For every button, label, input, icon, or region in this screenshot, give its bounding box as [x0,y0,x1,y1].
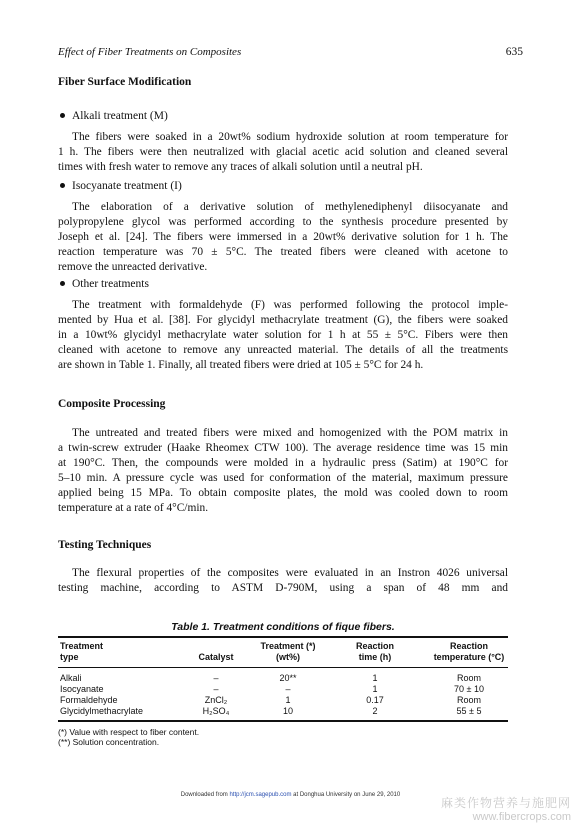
text-line: applied being 15 MPa. To obtain composite plates, the mold was cooled down to room [58,487,508,499]
text-line: cleaned with acetone to remove any unreacted material. The details of all the treatments [58,344,508,356]
cell-temperature: Room [456,695,481,705]
bullet-other [58,278,149,290]
text-line: a twin-screw extruder (Haake Rheomex CTW 100). The average residence time was 15 min [58,442,508,454]
header-catalyst: Catalyst [198,652,234,662]
text-line: at 190°C. Then, the compounds were molded in a hydraulic press (Satim) at 190°C for [58,457,508,469]
paragraph-composite-processing [58,426,508,516]
page-number: 635 [505,46,523,58]
header-line: Treatment (*) [260,641,316,651]
bullet-label: Alkali treatment (M) [72,110,168,122]
cell-time: 1 [372,673,378,683]
text-line: The fibers were soaked in a 20wt% sodium hydroxide solution at room temperature for [72,131,508,143]
text-line: temperature at a rate of 4°C/min. [58,502,209,514]
cell-wt: 10 [282,706,293,716]
cell-catalyst: – [213,673,219,683]
watermark-chinese-text: 麻类作物营养与施肥网 [440,796,571,810]
table-header-rule [58,667,508,668]
header-treatment-wt [255,641,321,663]
cell-catalyst: H₂SO₄ [202,706,230,716]
header-reaction-time [343,641,407,663]
bullet-alkali [58,110,168,122]
text-line: The flexural properties of the composites were evaluated in an Instron 4026 universal [72,567,508,579]
header-reaction-temperature [430,641,508,663]
cell-catalyst: – [213,684,219,694]
text-line: are shown in Table 1. Finally, all treated fibers were dried at 105 ± 5°C for 24 h. [58,359,424,371]
header-line: temperature (°C) [433,652,505,662]
table-footnote: (**) Solution concentration. [58,737,160,747]
text-line: The treatment with formaldehyde (F) was performed following the protocol imple- [72,299,508,311]
text-line: The elaboration of a derivative solution of methylenediphenyl diisocyanate and [72,201,508,213]
header-line: time (h) [358,652,392,662]
paragraph-isocyanate [58,200,508,275]
cell-wt: 1 [285,695,291,705]
download-source-link[interactable]: http://jcm.sagepub.com [229,792,292,798]
bullet-dot-icon [60,183,65,188]
cell-catalyst: ZnCl₂ [204,695,228,705]
bullet-dot-icon [60,113,65,118]
watermark [441,794,571,823]
text-line: Joseph et al. [24]. The fibers were immersed in a 20wt% derivative solution for 1 h. The [58,231,508,243]
bullet-label: Isocyanate treatment (I) [72,180,182,192]
text-line: 1 h. The fibers were then neutralized with glacial acetic acid solution and cleaned several [58,146,508,158]
text-line: mented by Hua et al. [38]. For glycidyl methacrylate treatment (G), the fibers were soaked [58,314,508,326]
section-heading-composite-processing: Composite Processing [58,398,166,410]
header-line: Treatment [60,641,104,651]
header-line: (wt%) [276,652,300,662]
text-line: The untreated and treated fibers were mixed and homogenized with the POM matrix in [72,427,508,439]
section-heading-testing: Testing Techniques [58,539,152,551]
paragraph-alkali [58,130,508,175]
bullet-label: Other treatments [72,278,149,290]
text-line: 5–10 min. A pressure cycle was used for conformation of the material, maximum pressure [58,472,508,484]
cell-time: 1 [372,684,378,694]
download-note-prefix: Downloaded from [180,792,230,798]
paragraph-testing [58,566,508,596]
cell-time: 2 [372,706,378,716]
header-line: type [60,652,79,662]
header-line: Reaction [449,641,488,651]
header-treatment-type [60,641,103,663]
text-line: testing machine, according to ASTM D-790M, using a span of 48 mm and [58,582,508,594]
section-heading-fiber-surface: Fiber Surface Modification [58,76,192,88]
cell-temperature: Room [456,673,481,683]
paragraph-other-treatments [58,298,508,373]
text-line: remove the unreacted derivative. [58,261,208,273]
table-footnote: (*) Value with respect to fiber content. [58,727,200,737]
table-top-rule [58,636,508,638]
cell-treatment: Isocyanate [60,684,104,694]
cell-temperature: 70 ± 10 [454,684,484,694]
table-bottom-rule [58,720,508,722]
running-title: Effect of Fiber Treatments on Composites [58,46,242,58]
cell-treatment: Alkali [60,673,82,683]
text-line: reaction temperature was 70 ± 5°C. The treated fibers were cleaned with acetone to [58,246,508,258]
bullet-isocyanate [58,180,182,192]
text-line: in a 10wt% glycidyl methacrylate water solution for 1 h at 55 ± 5°C. Fibers were then [58,329,508,341]
bullet-dot-icon [60,281,65,286]
text-line: times with fresh water to remove any traces of alkali solution until a neutral pH. [58,161,423,173]
table-caption: Table 1. Treatment conditions of fique fibers. [171,621,395,633]
download-note-suffix: at Donghua University on June 29, 2010 [291,792,401,798]
text-line: polypropylene glycol was performed according to the synthesis procedure presented by [58,216,508,228]
cell-treatment: Formaldehyde [60,695,118,705]
watermark-url: www.fibercrops.com [472,811,571,823]
cell-wt: 20** [279,673,297,683]
cell-treatment: Glycidylmethacrylate [60,706,144,716]
cell-wt: – [285,684,291,694]
cell-time: 0.17 [366,695,384,705]
header-line: Reaction [355,641,394,651]
cell-temperature: 55 ± 5 [456,706,482,716]
